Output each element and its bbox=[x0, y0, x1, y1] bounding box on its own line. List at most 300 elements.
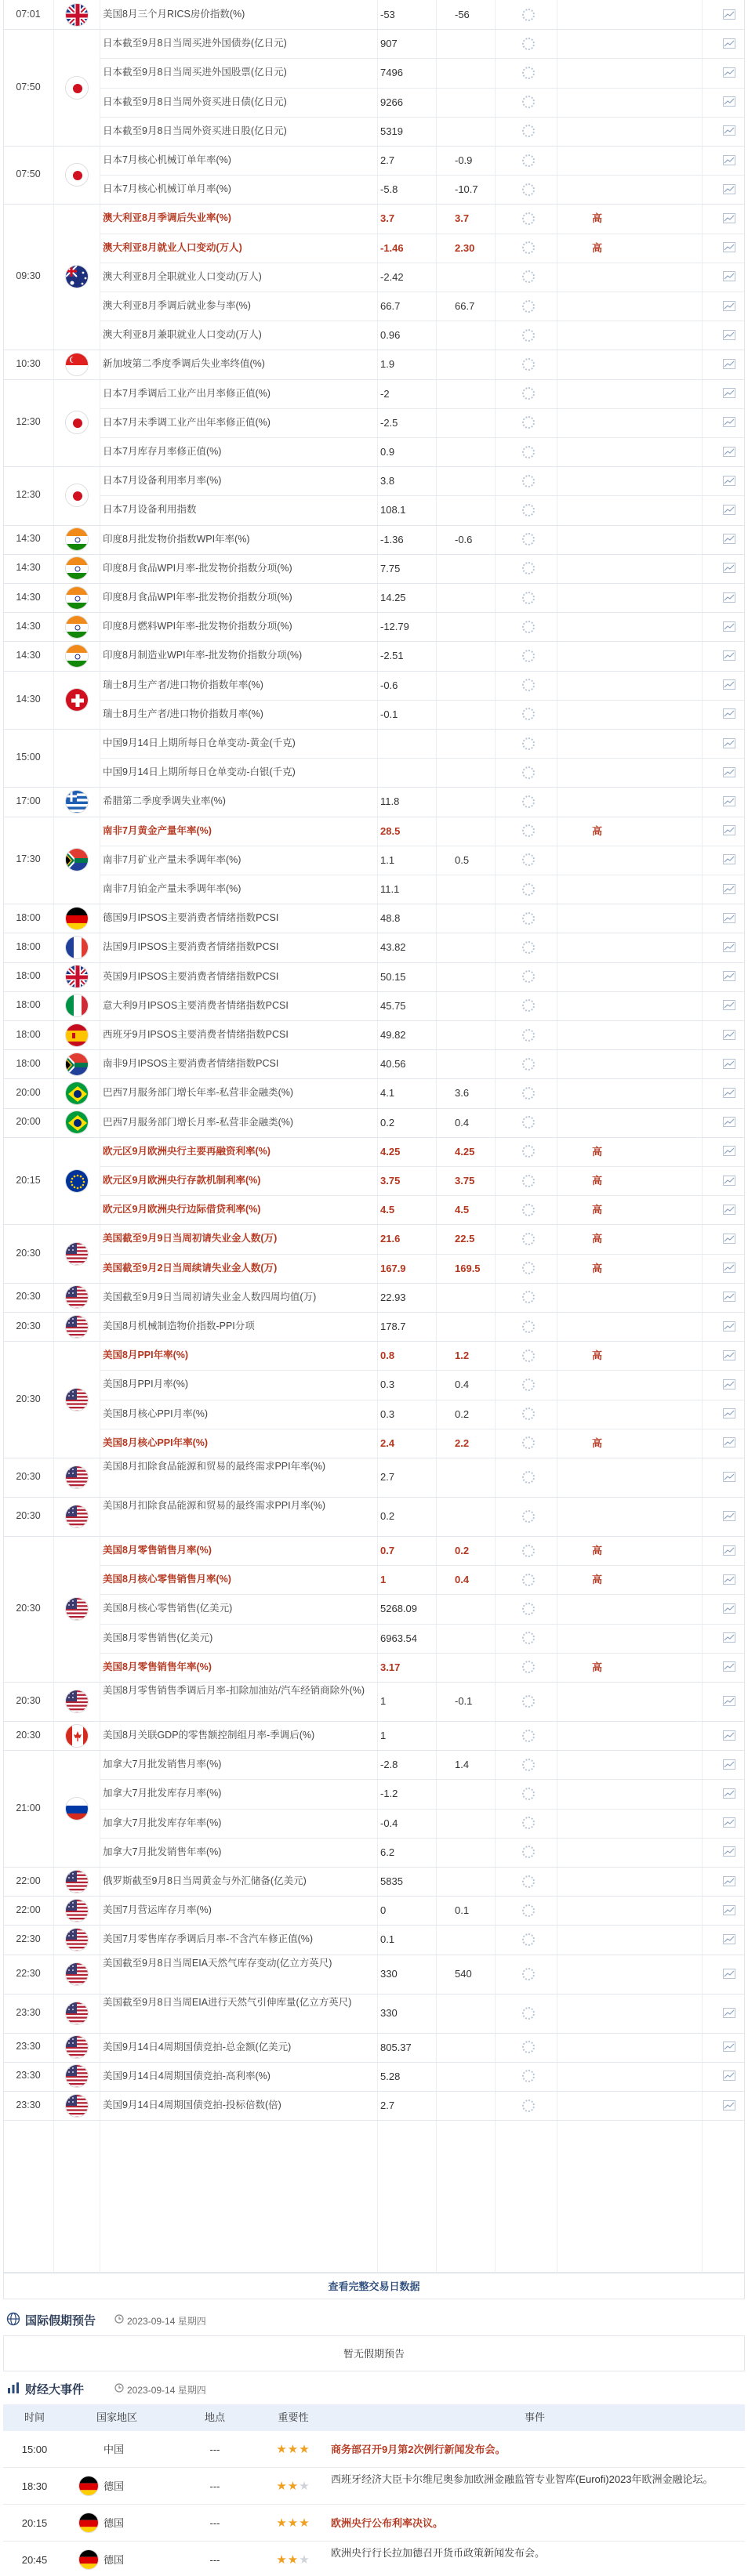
indicator-name[interactable]: 澳大利亚8月全职就业人口变动(万人) bbox=[103, 270, 262, 282]
event-description[interactable]: 西班牙经济大臣卡尔维尼奥参加欧洲金融监管专业智库(Eurofi)2023年欧洲金融论坛。 bbox=[331, 2473, 714, 2485]
indicator-name[interactable]: 巴西7月服务部门增长月率-私营非金融类(%) bbox=[103, 1116, 294, 1128]
chart-icon[interactable] bbox=[723, 2100, 735, 2110]
loading-spinner-icon bbox=[522, 504, 535, 516]
release-time: 20:00 bbox=[16, 1116, 41, 1128]
loading-spinner-icon bbox=[522, 883, 535, 896]
holiday-date: 2023-09-14 星期四 bbox=[127, 2316, 206, 2327]
indicator-name[interactable]: 日本截至9月8日当周外资买进日债(亿日元) bbox=[103, 96, 287, 107]
event-time: 20:45 bbox=[21, 2554, 48, 2566]
loading-spinner-icon bbox=[522, 1603, 535, 1615]
star-icon: ★ bbox=[287, 2443, 300, 2456]
chart-icon[interactable] bbox=[723, 155, 735, 165]
previous-value: 28.5 bbox=[380, 824, 401, 837]
event-country: 德国 bbox=[103, 2554, 125, 2566]
previous-value: 5268.09 bbox=[380, 1603, 417, 1615]
event-time: 18:30 bbox=[21, 2480, 48, 2492]
chart-icon[interactable] bbox=[723, 67, 735, 78]
previous-value: 3.75 bbox=[380, 1175, 401, 1187]
indicator-name[interactable]: 南非9月IPSOS主要消费者情绪指数PCSI bbox=[103, 1058, 279, 1070]
previous-value: 1 bbox=[380, 1695, 387, 1707]
usa-flag-icon bbox=[65, 1242, 89, 1266]
indicator-name[interactable]: 新加坡第二季度季调后失业率终值(%) bbox=[103, 358, 265, 370]
usa-flag-icon bbox=[65, 1870, 89, 1893]
chart-icon[interactable] bbox=[723, 1511, 735, 1521]
release-time: 14:30 bbox=[16, 650, 41, 661]
forecast-value bbox=[455, 1458, 502, 1497]
release-time: 20:30 bbox=[16, 1510, 41, 1521]
release-time: 23:30 bbox=[16, 2099, 41, 2110]
loading-spinner-icon bbox=[522, 154, 535, 167]
previous-value: -2.51 bbox=[380, 650, 404, 662]
previous-value: 1 bbox=[380, 1574, 387, 1586]
previous-value: 3.8 bbox=[380, 475, 395, 487]
indicator-name[interactable]: 日本7月库存月率修正值(%) bbox=[103, 446, 222, 457]
release-time: 07:50 bbox=[16, 168, 41, 180]
previous-value: 3.7 bbox=[380, 212, 395, 225]
chart-icon[interactable] bbox=[723, 1205, 735, 1215]
forecast-value bbox=[455, 1809, 502, 1838]
forecast-value: 22.5 bbox=[455, 1233, 475, 1245]
chart-icon[interactable] bbox=[723, 1603, 735, 1614]
forecast-value bbox=[455, 758, 502, 787]
importance-label bbox=[592, 525, 615, 554]
forecast-value bbox=[455, 58, 502, 87]
chart-icon[interactable] bbox=[723, 1379, 735, 1389]
indicator-name[interactable]: 美国截至9月8日当周EIA进行天然气引伸库量(亿立方英尺) bbox=[103, 1996, 352, 2008]
chart-icon[interactable] bbox=[723, 884, 735, 894]
forecast-value bbox=[455, 1312, 502, 1341]
chart-icon[interactable] bbox=[723, 9, 735, 20]
chart-icon[interactable] bbox=[723, 1030, 735, 1040]
loading-spinner-icon bbox=[522, 766, 535, 779]
loading-spinner-icon bbox=[522, 1510, 535, 1523]
indicator-name[interactable]: 英国9月IPSOS主要消费者情绪指数PCSI bbox=[103, 970, 279, 982]
usa-flag-icon bbox=[65, 1315, 89, 1339]
indicator-name[interactable]: 澳大利亚8月就业人口变动(万人) bbox=[103, 241, 242, 253]
importance-label bbox=[592, 875, 615, 904]
release-time: 14:30 bbox=[16, 620, 41, 632]
loading-spinner-icon bbox=[522, 1695, 535, 1708]
indicator-name[interactable]: 南非7月黄金产量年率(%) bbox=[103, 824, 212, 836]
loading-spinner-icon bbox=[522, 2100, 535, 2112]
chart-icon[interactable] bbox=[723, 563, 735, 573]
indicator-name[interactable]: 德国9月IPSOS主要消费者情绪指数PCSI bbox=[103, 912, 279, 924]
indicator-name[interactable]: 美国9月14日4周期国债竞拍-投标倍数(倍) bbox=[103, 2100, 281, 2110]
indicator-name[interactable]: 俄罗斯截至9月8日当周黄金与外汇储备(亿美元) bbox=[103, 1875, 307, 1886]
chart-icon[interactable] bbox=[723, 854, 735, 864]
chart-icon[interactable] bbox=[723, 971, 735, 981]
previous-value: 0.2 bbox=[380, 1510, 395, 1522]
chart-icon[interactable] bbox=[723, 1088, 735, 1098]
indicator-name[interactable]: 澳大利亚8月季调后就业参与率(%) bbox=[103, 300, 251, 311]
importance-label bbox=[592, 263, 615, 292]
chart-icon[interactable] bbox=[723, 476, 735, 486]
chart-icon[interactable] bbox=[723, 1730, 735, 1741]
indicator-name[interactable]: 美国8月零售销售月率(%) bbox=[103, 1545, 212, 1556]
indicator-name[interactable]: 印度8月食品WPI年率-批发物价指数分项(%) bbox=[103, 592, 292, 603]
forecast-value: 3.75 bbox=[455, 1175, 475, 1187]
indicator-name[interactable]: 欧元区9月欧洲央行主要再融资利率(%) bbox=[103, 1145, 271, 1157]
previous-value: 2.7 bbox=[380, 154, 395, 166]
chart-icon[interactable] bbox=[723, 125, 735, 136]
previous-value: -1.36 bbox=[380, 533, 404, 545]
importance-label bbox=[592, 495, 615, 524]
importance-label bbox=[592, 1925, 615, 1954]
forecast-value bbox=[455, 671, 502, 700]
indicator-name[interactable]: 中国9月14日上期所每日仓单变动-黄金(千克) bbox=[103, 737, 296, 748]
importance-label bbox=[592, 933, 615, 962]
chart-icon[interactable] bbox=[723, 592, 735, 603]
indicator-name[interactable]: 美国截至9月8日当周EIA天然气库存变动(亿立方英尺) bbox=[103, 1957, 332, 1969]
singapore-flag-icon bbox=[65, 353, 89, 376]
indicator-name[interactable]: 南非7月铂金产量未季调年率(%) bbox=[103, 883, 241, 894]
chart-icon[interactable] bbox=[723, 1876, 735, 1886]
importance-label bbox=[592, 1370, 615, 1399]
indicator-name[interactable]: 美国9月14日4周期国债竞拍-总金额(亿美元) bbox=[103, 2041, 292, 2052]
release-time: 18:00 bbox=[16, 999, 41, 1011]
chart-icon[interactable] bbox=[723, 1574, 735, 1585]
indicator-name[interactable]: 希腊第二季度季调失业率(%) bbox=[103, 795, 226, 807]
chart-icon[interactable] bbox=[723, 1146, 735, 1156]
chart-icon[interactable] bbox=[723, 1000, 735, 1010]
forecast-value bbox=[455, 1653, 502, 1682]
indicator-name[interactable]: 美国8月PPI月率(%) bbox=[103, 1379, 189, 1390]
chart-icon[interactable] bbox=[723, 534, 735, 544]
previous-value: 4.25 bbox=[380, 1145, 401, 1158]
loading-spinner-icon bbox=[522, 1029, 535, 1042]
previous-value: 14.25 bbox=[380, 592, 406, 603]
previous-value: 9266 bbox=[380, 96, 403, 108]
chart-icon[interactable] bbox=[723, 1545, 735, 1556]
indicator-name[interactable]: 加拿大7月批发销售月率(%) bbox=[103, 1759, 222, 1770]
importance-label bbox=[592, 671, 615, 700]
clock-icon bbox=[114, 2383, 124, 2393]
forecast-value bbox=[455, 466, 502, 495]
indicator-name[interactable]: 美国8月关联GDP的零售额控制组月率-季调后(%) bbox=[103, 1730, 315, 1741]
forecast-value bbox=[455, 379, 502, 408]
importance-label bbox=[592, 1624, 615, 1653]
indicator-name[interactable]: 美国8月零售销售季调后月率-扣除加油站/汽车经销商除外(%) bbox=[103, 1685, 365, 1696]
indicator-name[interactable]: 美国7月零售库存季调后月率-不含汽车修正值(%) bbox=[103, 1933, 314, 1945]
indicator-name[interactable]: 日本截至9月8日当周外资买进日股(亿日元) bbox=[103, 125, 287, 136]
previous-value bbox=[380, 758, 427, 787]
forecast-value bbox=[455, 554, 502, 583]
previous-value: 43.82 bbox=[380, 941, 406, 954]
chart-icon[interactable] bbox=[723, 1696, 735, 1706]
previous-value: -2.8 bbox=[380, 1759, 398, 1771]
chart-icon[interactable] bbox=[723, 708, 735, 719]
loading-spinner-icon bbox=[522, 1545, 535, 1557]
event-description[interactable]: 商务部召开9月第2次例行新闻发布会。 bbox=[331, 2444, 506, 2455]
release-time: 07:01 bbox=[16, 8, 41, 20]
star-icon: ★ bbox=[299, 2553, 310, 2567]
indicator-name[interactable]: 日本7月核心机械订单年率(%) bbox=[103, 154, 231, 165]
chart-icon[interactable] bbox=[723, 1408, 735, 1418]
importance-label bbox=[592, 641, 615, 670]
previous-value: 2.7 bbox=[380, 2100, 395, 2111]
importance-label bbox=[592, 437, 615, 466]
chart-icon[interactable] bbox=[723, 913, 735, 923]
chart-icon[interactable] bbox=[723, 2071, 735, 2081]
forecast-value: 4.5 bbox=[455, 1204, 470, 1216]
previous-value: 805.37 bbox=[380, 2041, 412, 2053]
chart-icon[interactable] bbox=[723, 1846, 735, 1857]
previous-value: 50.15 bbox=[380, 970, 406, 983]
indicator-name[interactable]: 美国8月零售销售(亿美元) bbox=[103, 1632, 213, 1643]
importance-label: 高 bbox=[592, 1175, 603, 1187]
loading-spinner-icon bbox=[522, 1350, 535, 1362]
indicator-name[interactable]: 日本截至9月8日当周买进外国债券(亿日元) bbox=[103, 38, 287, 49]
indicator-name[interactable]: 南非7月矿业产量未季调年率(%) bbox=[103, 853, 241, 865]
loading-spinner-icon bbox=[522, 1471, 535, 1484]
importance-label bbox=[592, 1283, 615, 1312]
previous-value: 22.93 bbox=[380, 1291, 406, 1303]
chart-icon[interactable] bbox=[723, 213, 735, 223]
chart-icon[interactable] bbox=[723, 767, 735, 777]
indicator-name[interactable]: 美国8月扣除食品能源和贸易的最终需求PPI年率(%) bbox=[103, 1461, 326, 1472]
forecast-value bbox=[455, 1925, 502, 1954]
loading-spinner-icon bbox=[522, 941, 535, 954]
chart-icon[interactable] bbox=[723, 1788, 735, 1799]
indicator-name[interactable]: 欧元区9月欧洲央行边际借贷利率(%) bbox=[103, 1204, 261, 1216]
loading-spinner-icon bbox=[522, 1875, 535, 1888]
indicator-name[interactable]: 日本截至9月8日当周买进外国股票(亿日元) bbox=[103, 67, 287, 78]
indicator-name[interactable]: 美国截至9月2日当周续请失业金人数(万) bbox=[103, 1262, 278, 1274]
previous-value: -0.1 bbox=[380, 708, 398, 720]
importance-stars bbox=[262, 2542, 325, 2576]
chart-icon[interactable] bbox=[723, 96, 735, 107]
indicator-name[interactable]: 瑞士8月生产者/进口物价指数月率(%) bbox=[103, 708, 263, 719]
previous-value: 6.2 bbox=[380, 1846, 395, 1858]
chart-icon[interactable] bbox=[723, 1632, 735, 1643]
previous-value: 0.9 bbox=[380, 446, 395, 458]
chart-icon[interactable] bbox=[723, 1817, 735, 1828]
chart-icon[interactable] bbox=[723, 621, 735, 632]
indicator-name[interactable]: 印度8月食品WPI月率-批发物价指数分项(%) bbox=[103, 562, 292, 574]
chart-icon[interactable] bbox=[723, 1905, 735, 1915]
previous-value: 6963.54 bbox=[380, 1632, 417, 1644]
indicator-name[interactable]: 美国8月核心零售销售月率(%) bbox=[103, 1574, 231, 1585]
indicator-name[interactable]: 日本7月设备利用率月率(%) bbox=[103, 475, 222, 487]
event-description[interactable]: 欧洲央行公布利率决议。 bbox=[331, 2517, 444, 2529]
chart-icon[interactable] bbox=[723, 1059, 735, 1069]
holiday-title: 国际假期预告 bbox=[25, 2314, 96, 2328]
indicator-name[interactable]: 西班牙9月IPSOS主要消费者情绪指数PCSI bbox=[103, 1029, 289, 1040]
event-row bbox=[3, 2505, 745, 2542]
indicator-name[interactable]: 印度8月燃料WPI年率-批发物价指数分项(%) bbox=[103, 621, 292, 632]
importance-label: 高 bbox=[592, 241, 603, 254]
indicator-name[interactable]: 瑞士8月生产者/进口物价指数年率(%) bbox=[103, 679, 263, 690]
release-time: 20:30 bbox=[16, 1695, 41, 1706]
loading-spinner-icon bbox=[522, 2007, 535, 2020]
release-time: 20:30 bbox=[16, 1247, 41, 1259]
importance-label bbox=[592, 846, 615, 875]
chart-icon[interactable] bbox=[723, 1176, 735, 1186]
chart-icon[interactable] bbox=[723, 505, 735, 515]
indicator-name[interactable]: 美国7月营运库存月率(%) bbox=[103, 1904, 212, 1916]
loading-spinner-icon bbox=[522, 475, 535, 487]
importance-label: 高 bbox=[592, 1350, 603, 1362]
indicator-name[interactable]: 印度8月制造业WPI年率-批发物价指数分项(%) bbox=[103, 650, 303, 661]
forecast-value: -10.7 bbox=[455, 183, 478, 196]
chart-icon[interactable] bbox=[723, 271, 735, 281]
chart-icon[interactable] bbox=[723, 825, 735, 835]
indicator-name[interactable]: 中国9月14日上期所每日仓单变动-白银(千克) bbox=[103, 766, 296, 778]
chart-icon[interactable] bbox=[723, 184, 735, 194]
importance-label: 高 bbox=[592, 1145, 603, 1158]
previous-value: 0.1 bbox=[380, 1933, 395, 1946]
indicator-name[interactable]: 澳大利亚8月兼职就业人口变动(万人) bbox=[103, 329, 262, 341]
importance-label bbox=[592, 1809, 615, 1838]
indicator-name[interactable]: 澳大利亚8月季调后失业率(%) bbox=[103, 212, 231, 224]
importance-label bbox=[592, 2033, 615, 2062]
chart-icon[interactable] bbox=[723, 1759, 735, 1770]
chart-icon[interactable] bbox=[723, 1934, 735, 1944]
chart-icon[interactable] bbox=[723, 650, 735, 661]
loading-spinner-icon bbox=[522, 67, 535, 79]
chart-icon[interactable] bbox=[723, 2008, 735, 2018]
chart-icon[interactable] bbox=[723, 1350, 735, 1360]
release-time: 21:00 bbox=[16, 1802, 41, 1813]
importance-label bbox=[592, 962, 615, 991]
indicator-name[interactable]: 美国截至9月9日当周初请失业金人数四周均值(万) bbox=[103, 1291, 317, 1302]
indicator-name[interactable]: 意大利9月IPSOS主要消费者情绪指数PCSI bbox=[103, 999, 289, 1011]
release-time: 15:00 bbox=[16, 752, 41, 763]
forecast-value: 0.4 bbox=[455, 1379, 470, 1391]
chart-icon[interactable] bbox=[723, 330, 735, 340]
forecast-value: 2.30 bbox=[455, 241, 475, 254]
forecast-value bbox=[455, 612, 502, 641]
loading-spinner-icon bbox=[522, 621, 535, 633]
indicator-name[interactable]: 美国8月三个月RICS房价指数(%) bbox=[103, 9, 245, 20]
indicator-name[interactable]: 美国8月核心PPI年率(%) bbox=[103, 1437, 209, 1448]
brazil-flag-icon bbox=[65, 1081, 89, 1105]
indicator-name[interactable]: 日本7月季调后工业产出月率修正值(%) bbox=[103, 387, 271, 399]
loading-spinner-icon bbox=[522, 446, 535, 458]
chart-icon[interactable] bbox=[723, 1321, 735, 1331]
chart-icon[interactable] bbox=[723, 242, 735, 252]
previous-value: 5.28 bbox=[380, 2070, 401, 2082]
chart-icon[interactable] bbox=[723, 447, 735, 457]
view-full-data-link[interactable]: 查看完整交易日数据 bbox=[3, 2273, 745, 2299]
event-description[interactable]: 欧洲央行行长拉加德召开货币政策新闻发布会。 bbox=[331, 2547, 546, 2559]
previous-value: -2 bbox=[380, 387, 390, 400]
importance-label: 高 bbox=[592, 824, 603, 837]
importance-label: 高 bbox=[592, 1204, 603, 1216]
chart-icon[interactable] bbox=[723, 388, 735, 398]
chart-icon[interactable] bbox=[723, 1234, 735, 1244]
indicator-name[interactable]: 日本7月未季调工业产出年率修正值(%) bbox=[103, 416, 271, 428]
globe-icon bbox=[6, 2312, 20, 2326]
loading-spinner-icon bbox=[522, 1175, 535, 1187]
forecast-value: 1.4 bbox=[455, 1759, 470, 1771]
previous-value: 0.2 bbox=[380, 1116, 395, 1129]
release-time: 14:30 bbox=[16, 591, 41, 603]
indicator-name[interactable]: 加拿大7月批发销售年率(%) bbox=[103, 1846, 222, 1857]
japan-flag-icon bbox=[65, 163, 89, 187]
release-time: 12:30 bbox=[16, 416, 41, 428]
indicator-name[interactable]: 美国8月PPI年率(%) bbox=[103, 1350, 189, 1361]
chart-icon[interactable] bbox=[723, 1969, 735, 1979]
chart-icon[interactable] bbox=[723, 1263, 735, 1273]
release-time: 10:30 bbox=[16, 358, 41, 369]
forecast-value bbox=[455, 787, 502, 816]
release-time: 14:30 bbox=[16, 693, 41, 705]
previous-value: 1 bbox=[380, 1730, 387, 1741]
loading-spinner-icon bbox=[522, 1759, 535, 1771]
chart-icon[interactable] bbox=[723, 301, 735, 311]
previous-value: 49.82 bbox=[380, 1029, 406, 1041]
release-time: 20:30 bbox=[16, 1291, 41, 1302]
indicator-name[interactable]: 欧元区9月欧洲央行存款机制利率(%) bbox=[103, 1175, 261, 1186]
chart-icon[interactable] bbox=[723, 417, 735, 427]
importance-label: 高 bbox=[592, 1233, 603, 1245]
event-time: 20:15 bbox=[21, 2517, 48, 2529]
importance-label bbox=[592, 2062, 615, 2091]
importance-label bbox=[592, 1497, 615, 1536]
forecast-value: 169.5 bbox=[455, 1262, 481, 1274]
chart-icon[interactable] bbox=[723, 1661, 735, 1672]
indicator-name[interactable]: 美国8月核心零售销售(亿美元) bbox=[103, 1603, 233, 1614]
forecast-value bbox=[455, 1994, 502, 2033]
indicator-name[interactable]: 美国8月核心PPI月率(%) bbox=[103, 1408, 209, 1419]
chart-icon[interactable] bbox=[723, 738, 735, 748]
indicator-name[interactable]: 日本7月设备利用指数 bbox=[103, 504, 197, 516]
importance-label: 高 bbox=[592, 1574, 603, 1586]
chart-icon[interactable] bbox=[723, 38, 735, 49]
indicator-name[interactable]: 美国8月扣除食品能源和贸易的最终需求PPI月率(%) bbox=[103, 1500, 326, 1511]
chart-icon[interactable] bbox=[723, 1117, 735, 1127]
indicator-name[interactable]: 美国8月零售销售年率(%) bbox=[103, 1661, 212, 1672]
indicator-name[interactable]: 巴西7月服务部门增长年率-私营非金融类(%) bbox=[103, 1087, 294, 1099]
chart-icon[interactable] bbox=[723, 359, 735, 369]
forecast-value: 66.7 bbox=[455, 300, 475, 312]
chart-icon[interactable] bbox=[723, 1472, 735, 1482]
forecast-value bbox=[455, 1838, 502, 1867]
indicator-name[interactable]: 法国9月IPSOS主要消费者情绪指数PCSI bbox=[103, 941, 279, 953]
chart-icon[interactable] bbox=[723, 942, 735, 952]
indicator-name[interactable]: 加拿大7月批发库存年率(%) bbox=[103, 1817, 222, 1828]
france-flag-icon bbox=[65, 936, 89, 959]
previous-value: 45.75 bbox=[380, 999, 406, 1012]
indicator-name[interactable]: 美国8月机械制造物价指数-PPI分项 bbox=[103, 1321, 255, 1331]
forecast-value bbox=[455, 991, 502, 1020]
indicator-name[interactable]: 美国截至9月9日当周初请失业金人数(万) bbox=[103, 1233, 278, 1245]
event-row bbox=[3, 2542, 745, 2576]
forecast-value: 0.5 bbox=[455, 853, 470, 866]
forecast-value bbox=[455, 321, 502, 350]
loading-spinner-icon bbox=[522, 358, 535, 371]
chart-icon[interactable] bbox=[723, 1292, 735, 1302]
loading-spinner-icon bbox=[522, 1968, 535, 1980]
release-time: 20:30 bbox=[16, 1320, 41, 1331]
indicator-name[interactable]: 日本7月核心机械订单月率(%) bbox=[103, 183, 231, 195]
previous-value: 0.96 bbox=[380, 329, 401, 342]
indicator-name[interactable]: 印度8月批发物价指数WPI年率(%) bbox=[103, 533, 250, 545]
chart-icon[interactable] bbox=[723, 1437, 735, 1447]
forecast-value bbox=[455, 1283, 502, 1312]
star-icon: ★ bbox=[299, 2516, 310, 2530]
release-time: 20:30 bbox=[16, 1603, 41, 1614]
chart-icon[interactable] bbox=[723, 796, 735, 806]
india-flag-icon bbox=[65, 527, 89, 551]
indicator-name[interactable]: 加拿大7月批发库存月率(%) bbox=[103, 1788, 222, 1799]
chart-icon[interactable] bbox=[723, 2042, 735, 2052]
importance-label bbox=[592, 1682, 615, 1721]
importance-label bbox=[592, 379, 615, 408]
indicator-name[interactable]: 美国9月14日4周期国债竞拍-高利率(%) bbox=[103, 2070, 271, 2081]
chart-icon[interactable] bbox=[723, 679, 735, 690]
